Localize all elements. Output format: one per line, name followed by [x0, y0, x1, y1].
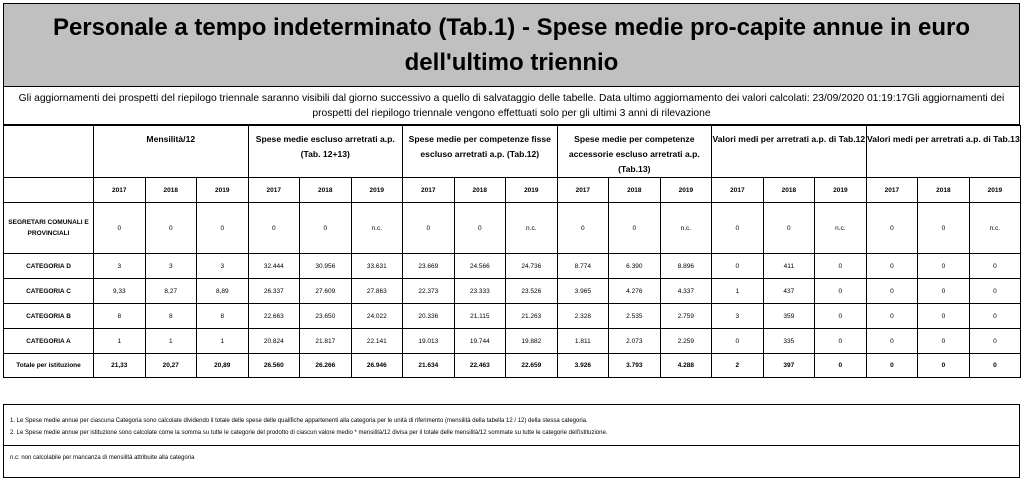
group-header: Spese medie per competenze accessorie escluso arretrati a.p. (Tab.13): [557, 126, 712, 178]
table-cell: n.c.: [351, 203, 403, 254]
table-cell: 0: [815, 304, 867, 329]
table-row: [4, 279, 1021, 304]
footnote-nc: n.c: non calcolabile per mancanza di mensilità attribuite alla categoria: [10, 455, 195, 461]
table-cell: 411: [763, 254, 815, 279]
group-header: Spese medie escluso arretrati a.p. (Tab. 12+13): [248, 126, 403, 178]
group-header: Valori medi per arretrati a.p. di Tab.12: [712, 126, 867, 178]
footnotes: [3, 404, 1020, 478]
table-cell: 8: [145, 304, 197, 329]
table-cell: 8: [94, 304, 146, 329]
table-cell: 1: [145, 329, 197, 354]
table-cell: 3: [145, 254, 197, 279]
table-cell: n.c.: [969, 203, 1021, 254]
table-cell: 0: [969, 254, 1021, 279]
table-cell: 0: [815, 279, 867, 304]
table-cell: 359: [763, 304, 815, 329]
table-cell: 0: [866, 254, 918, 279]
table-cell: 0: [815, 329, 867, 354]
year-header: 2017: [403, 178, 455, 203]
table-cell: 3: [94, 254, 146, 279]
row-label: CATEGORIA A: [4, 329, 94, 354]
table-row: [4, 254, 1021, 279]
table-cell: 23.526: [506, 279, 558, 304]
table-cell: 0: [557, 203, 609, 254]
group-header: Mensilità/12: [94, 126, 249, 178]
table-cell: 8,27: [145, 279, 197, 304]
table-cell: 22.141: [351, 329, 403, 354]
table-cell: 3.965: [557, 279, 609, 304]
table-cell: 4.337: [660, 279, 712, 304]
table-cell: 335: [763, 329, 815, 354]
table-cell: 0: [300, 203, 352, 254]
table-cell: 6.390: [609, 254, 661, 279]
table-cell: 2.759: [660, 304, 712, 329]
table-cell: 1: [712, 279, 764, 304]
total-cell: 0: [866, 354, 918, 378]
table-cell: 0: [248, 203, 300, 254]
table-cell: 21.817: [300, 329, 352, 354]
table-cell: 0: [918, 254, 970, 279]
table-cell: 0: [145, 203, 197, 254]
footnote-1: 1. Le Spese medie annue per ciascuna Categoria sono calcolate dividendo il totale delle spese delle qualifiche appartenenti alla categoria per le unità di riferimento (mensilità della tabella 12 / 12) della stessa categoria.: [10, 418, 588, 424]
table-cell: 0: [866, 329, 918, 354]
group-header: Spese medie per competenze fisse escluso arretrati a.p. (Tab.12): [403, 126, 558, 178]
year-header: 2019: [660, 178, 712, 203]
year-header: 2017: [866, 178, 918, 203]
row-label: SEGRETARI COMUNALI E PROVINCIALI: [4, 203, 94, 254]
table-cell: 0: [815, 254, 867, 279]
corner-cell: [4, 126, 94, 178]
table-cell: 19.013: [403, 329, 455, 354]
table-cell: 0: [454, 203, 506, 254]
total-cell: 22.463: [454, 354, 506, 378]
table-cell: n.c.: [506, 203, 558, 254]
table-cell: 0: [969, 304, 1021, 329]
year-header: 2018: [145, 178, 197, 203]
update-notice: Gli aggiornamenti dei prospetti del riepilogo triennale saranno visibili dal giorno successivo a quello di salvataggio delle tabelle. Data ultimo aggiornamento dei valori calcolati: 23/09/2020 01:19:17Gli aggiornamenti dei prospetti del riepilogo triennale vengono effettuati solo per gli ultimi 3 anni di rilevazione: [3, 87, 1020, 125]
table-cell: 9,33: [94, 279, 146, 304]
table-cell: 8,89: [197, 279, 249, 304]
total-cell: 0: [969, 354, 1021, 378]
table-cell: 20.824: [248, 329, 300, 354]
year-header: 2019: [351, 178, 403, 203]
table-cell: 20.336: [403, 304, 455, 329]
table-cell: 0: [918, 279, 970, 304]
total-cell: 0: [918, 354, 970, 378]
table-row: [4, 203, 1021, 254]
table-cell: 0: [969, 329, 1021, 354]
year-header: 2019: [969, 178, 1021, 203]
table-cell: 0: [712, 329, 764, 354]
total-cell: 26.560: [248, 354, 300, 378]
table-cell: 24.022: [351, 304, 403, 329]
total-cell: 397: [763, 354, 815, 378]
table-cell: 0: [763, 203, 815, 254]
table-cell: 30.956: [300, 254, 352, 279]
table-cell: 437: [763, 279, 815, 304]
table-cell: 27.609: [300, 279, 352, 304]
year-header: 2019: [506, 178, 558, 203]
table-cell: 0: [403, 203, 455, 254]
year-header: 2018: [454, 178, 506, 203]
table-cell: 1: [197, 329, 249, 354]
total-cell: 21,33: [94, 354, 146, 378]
total-cell: 22.659: [506, 354, 558, 378]
table-cell: 19.882: [506, 329, 558, 354]
year-header-row: [4, 178, 1021, 203]
table-row: [4, 304, 1021, 329]
year-header: 2017: [712, 178, 764, 203]
footnote-divider: [4, 445, 1019, 446]
table-cell: 33.631: [351, 254, 403, 279]
table-cell: 22.373: [403, 279, 455, 304]
group-header: Valori medi per arretrati a.p. di Tab.13: [866, 126, 1021, 178]
total-cell: 0: [815, 354, 867, 378]
table-cell: 3: [197, 254, 249, 279]
total-cell: 3.793: [609, 354, 661, 378]
table-cell: 32.444: [248, 254, 300, 279]
year-corner-cell: [4, 178, 94, 203]
table-cell: 0: [866, 203, 918, 254]
table-cell: 26.337: [248, 279, 300, 304]
total-label: Totale per istituzione: [4, 354, 94, 378]
table-cell: 0: [918, 203, 970, 254]
table-cell: 22.663: [248, 304, 300, 329]
table-cell: 23.650: [300, 304, 352, 329]
table-cell: 0: [712, 203, 764, 254]
table-cell: 24.566: [454, 254, 506, 279]
year-header: 2018: [763, 178, 815, 203]
total-cell: 26.266: [300, 354, 352, 378]
page-title: Personale a tempo indeterminato (Tab.1) - Spese medie pro-capite annue in euro dell'ultimo triennio: [3, 3, 1020, 87]
table-cell: n.c.: [660, 203, 712, 254]
table-cell: 3: [712, 304, 764, 329]
table-cell: 0: [918, 329, 970, 354]
year-header: 2018: [918, 178, 970, 203]
table-cell: 0: [866, 304, 918, 329]
table-row: [4, 329, 1021, 354]
total-cell: 3.926: [557, 354, 609, 378]
total-row: [4, 354, 1021, 378]
table-cell: 8.774: [557, 254, 609, 279]
total-cell: 2: [712, 354, 764, 378]
table-cell: 4.276: [609, 279, 661, 304]
table-cell: 27.863: [351, 279, 403, 304]
year-header: 2018: [609, 178, 661, 203]
row-label: CATEGORIA B: [4, 304, 94, 329]
spending-table: [3, 125, 1021, 378]
row-label: CATEGORIA C: [4, 279, 94, 304]
total-cell: 20,27: [145, 354, 197, 378]
table-cell: 1: [94, 329, 146, 354]
year-header: 2019: [197, 178, 249, 203]
table-cell: 2.535: [609, 304, 661, 329]
table-cell: 23.333: [454, 279, 506, 304]
table-cell: 0: [712, 254, 764, 279]
year-header: 2018: [300, 178, 352, 203]
table-cell: 21.115: [454, 304, 506, 329]
table-cell: 0: [969, 279, 1021, 304]
table-cell: 23.669: [403, 254, 455, 279]
table-cell: 2.328: [557, 304, 609, 329]
table-cell: 2.073: [609, 329, 661, 354]
table-cell: 21.263: [506, 304, 558, 329]
table-cell: 19.744: [454, 329, 506, 354]
row-label: CATEGORIA D: [4, 254, 94, 279]
table-cell: 0: [609, 203, 661, 254]
year-header: 2017: [557, 178, 609, 203]
report-container: [3, 3, 1020, 378]
year-header: 2019: [815, 178, 867, 203]
total-cell: 4.288: [660, 354, 712, 378]
year-header: 2017: [94, 178, 146, 203]
group-header-row: [4, 126, 1021, 178]
total-cell: 20,89: [197, 354, 249, 378]
table-cell: 8: [197, 304, 249, 329]
table-cell: 0: [918, 304, 970, 329]
table-cell: 2.259: [660, 329, 712, 354]
year-header: 2017: [248, 178, 300, 203]
table-cell: 1.811: [557, 329, 609, 354]
total-cell: 21.634: [403, 354, 455, 378]
table-cell: 8.896: [660, 254, 712, 279]
total-cell: 26.946: [351, 354, 403, 378]
table-cell: 24.736: [506, 254, 558, 279]
footnote-2: 2. Le Spese medie annue per istituzione sono calcolate come la somma su tutte le categorie del prodotto di ciascun valore medio * mensilità/12 divisa per il totale delle mensilità/12 sommate su tutte le categorie dell'istituzione.: [10, 430, 608, 436]
table-cell: 0: [94, 203, 146, 254]
table-cell: n.c.: [815, 203, 867, 254]
table-cell: 0: [197, 203, 249, 254]
table-cell: 0: [866, 279, 918, 304]
